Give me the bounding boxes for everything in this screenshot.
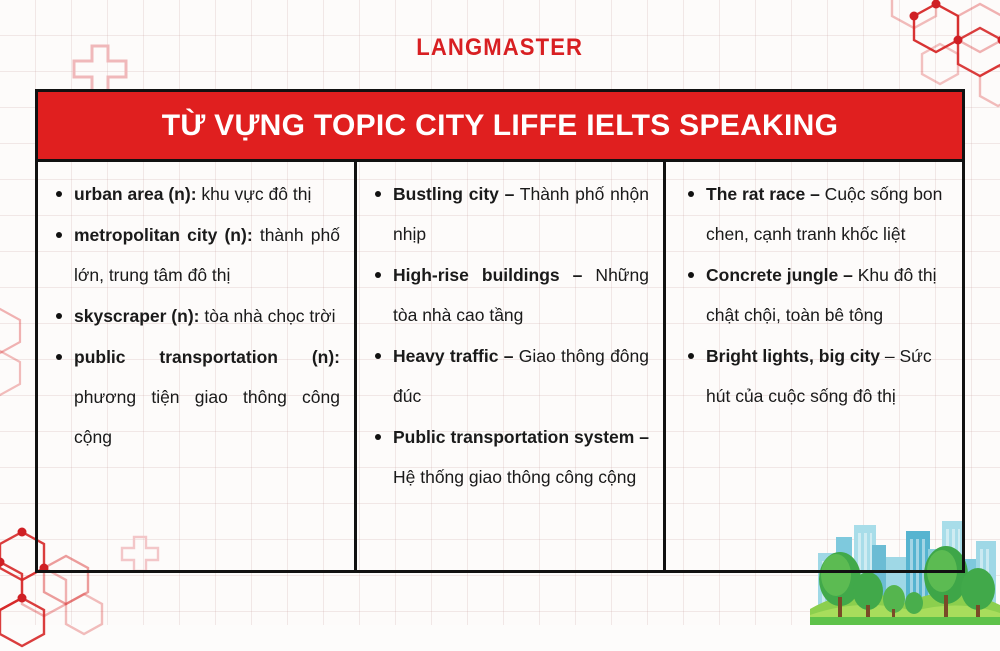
vocab-term: Heavy traffic –: [393, 346, 513, 366]
vocab-term: Public transportation system –: [393, 427, 649, 447]
vocabulary-list-3: [680, 174, 950, 416]
vocab-term: High-rise buildings –: [393, 265, 582, 285]
vocab-definition: khu vực đô thị: [197, 184, 312, 204]
vocab-definition: Thành phố nhộn nhịp: [393, 184, 649, 244]
vocab-definition: thành phố lớn, trung tâm đô thị: [74, 225, 340, 285]
vocabulary-list-2: [367, 174, 649, 497]
list-item: [48, 174, 340, 214]
vocab-term: metropolitan city (n):: [74, 225, 253, 245]
vocab-definition: tòa nhà chọc trời: [199, 306, 335, 326]
list-item: [367, 174, 649, 254]
logo-text: LANGMASTER: [417, 34, 584, 62]
list-item: [48, 337, 340, 457]
vocab-definition: Giao thông đông đúc: [393, 346, 649, 406]
vocab-definition: – Sức hút của cuộc sống đô thị: [706, 346, 932, 406]
list-item: [48, 296, 340, 336]
vocab-term: skyscraper (n):: [74, 306, 199, 326]
list-item: [367, 336, 649, 416]
list-item: [680, 336, 950, 416]
vocabulary-column-2: [354, 162, 666, 570]
vocabulary-column-3: [666, 162, 962, 570]
vocab-definition: Khu đô thị chật chội, toàn bê tông: [706, 265, 937, 325]
vocab-term: public transportation (n):: [74, 347, 340, 367]
vocabulary-columns: [38, 162, 962, 570]
vocab-term: Bright lights, big city: [706, 346, 880, 366]
list-item: [680, 255, 950, 335]
vocab-term: Concrete jungle –: [706, 265, 853, 285]
vocab-definition: Cuộc sống bon chen, cạnh tranh khốc liệt: [706, 184, 942, 244]
card-title-bar: [38, 92, 962, 162]
list-item: [367, 417, 649, 497]
vocab-definition: Những tòa nhà cao tầng: [393, 265, 649, 325]
vocabulary-column-1: [38, 162, 354, 570]
list-item: [680, 174, 950, 254]
vocab-definition: Hệ thống giao thông công cộng: [393, 467, 636, 487]
vocab-definition: phương tiện giao thông công cộng: [74, 387, 340, 447]
page-title: TỪ VỰNG TOPIC CITY LIFFE IELTS SPEAKING: [162, 111, 839, 141]
langmaster-logo: [0, 34, 1000, 62]
vocabulary-card: [35, 89, 965, 573]
vocab-term: The rat race –: [706, 184, 820, 204]
vocab-term: Bustling city –: [393, 184, 514, 204]
vocabulary-list-1: [48, 174, 340, 457]
list-item: [367, 255, 649, 335]
vocab-term: urban area (n):: [74, 184, 197, 204]
list-item: [48, 215, 340, 295]
